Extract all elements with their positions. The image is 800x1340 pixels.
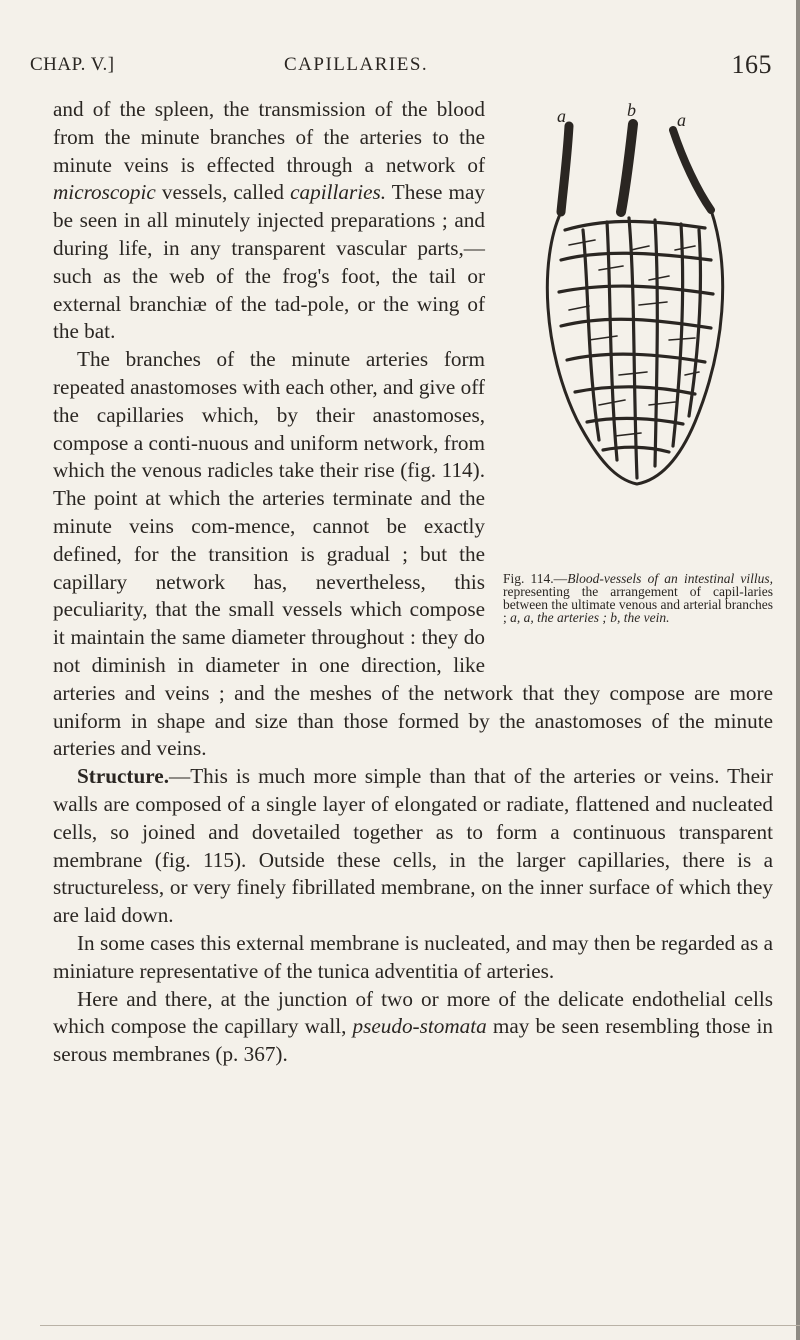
page-edge-shadow xyxy=(796,0,800,1340)
chapter-label: CHAP. V.] xyxy=(30,54,115,75)
vein xyxy=(621,124,633,212)
capillary-network xyxy=(559,218,713,478)
artery-left xyxy=(561,126,569,212)
paragraph-1: and of the spleen, the transmission of the blood from the minute branches of the arteries to the minute veins is effected through a network of microscopic vessels, called capillaries. These may be seen in all minutely injected preparations ; and during life, in any transparent vascular parts,—such as the web of the frog's foot, the tail or external branchiæ of the tad-pole, or the wing of the bat. xyxy=(53,97,486,344)
caption-prefix: Fig. 114.— xyxy=(503,571,568,586)
paragraph-4: In some cases this external membrane is nucleated, and may then be regarded as a miniature representative of the tunica adventitia of arteries. xyxy=(53,930,773,983)
paragraph-2: The branches of the minute arteries form repeated anastomoses with each other, and give off the capillaries which, by their anastomoses, compose a conti-nuous and uniform network, from which the venous radicles take their rise (fig. 114). The point at which the arteries terminate and the minute veins com-mence, cannot be exactly defined, for the transition is gradual ; but the capillary network has, nevertheless, this peculiarity, that the small vessels which compose it maintain the same diameter throughout : they do not diminish in diameter in one direction, like arteries and veins ; and the meshes of the network that they compose are more uniform in shape and size than those formed by the anastomoses of the minute arteries and veins. xyxy=(53,347,773,761)
figure-114 xyxy=(499,100,773,670)
paragraph-5: Here and there, at the junction of two or more of the delicate endothelial cells which compose the capillary wall, pseudo-stomata may be seen resembling those in serous membranes (p. 367). xyxy=(53,986,773,1067)
artery-right xyxy=(673,130,711,210)
running-title: CAPILLARIES. xyxy=(284,54,429,75)
figure-caption xyxy=(503,572,773,624)
caption-title: Blood-vessels of an intestinal villus, xyxy=(567,571,773,586)
caption-key: a, a, the arteries ; b, the vein. xyxy=(510,610,670,625)
label-a-left: a xyxy=(557,106,566,126)
page-number: 165 xyxy=(731,50,772,79)
villus-illustration xyxy=(499,100,773,498)
label-b: b xyxy=(627,100,636,120)
body-text xyxy=(53,96,773,1069)
paragraph-structure: Structure.—This is much more simple than that of the arteries or veins. Their walls are composed of a single layer of elongated or radiate, flattened and nucleated cells, so joined and dovetailed together as to form a continuous transparent membrane (fig. 115). Outside these cells, in the larger capillaries, there is a structureless, or very finely fibrillated membrane, on the inner surface of which they are laid down. xyxy=(53,764,773,928)
running-header xyxy=(30,50,772,90)
caption-rest: representing the arrangement of capil-laries between the ultimate venous and arterial branches ; xyxy=(503,584,773,625)
label-a-right: a xyxy=(677,110,686,130)
structure-heading: Structure. xyxy=(77,764,169,789)
page-bottom-mark xyxy=(40,1325,800,1326)
